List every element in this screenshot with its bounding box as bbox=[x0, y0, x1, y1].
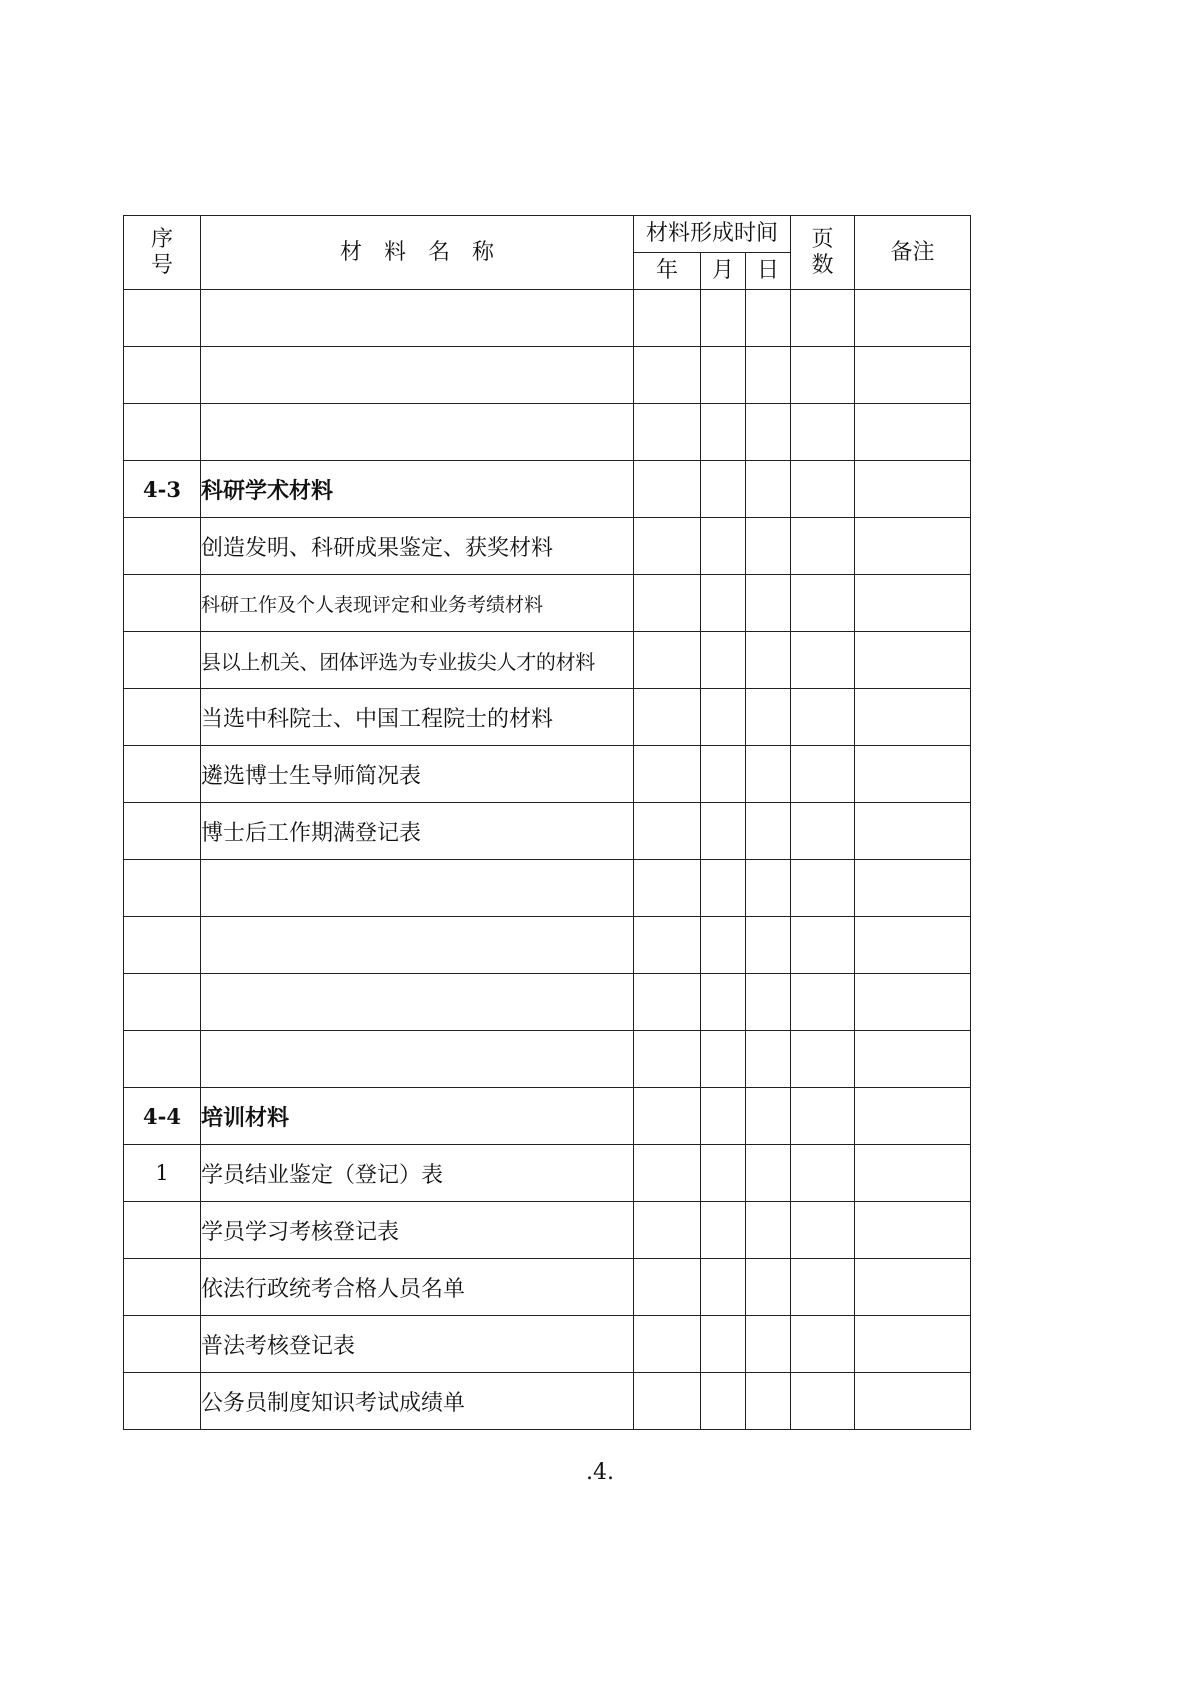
material-name-cell bbox=[201, 290, 634, 347]
header-remarks-label: 备注 bbox=[890, 239, 935, 265]
material-name-cell: 学员学习考核登记表 bbox=[201, 1202, 634, 1259]
remarks-cell bbox=[855, 746, 971, 803]
header-month-label: 月 bbox=[711, 258, 734, 283]
table-row bbox=[124, 632, 971, 689]
month-cell bbox=[701, 1031, 746, 1088]
seq-cell bbox=[124, 290, 201, 347]
year-cell bbox=[634, 803, 701, 860]
year-cell bbox=[634, 917, 701, 974]
table-row bbox=[124, 1031, 971, 1088]
day-cell bbox=[746, 347, 791, 404]
month-cell bbox=[701, 632, 746, 689]
header-formation-time-label: 材料形成时间 bbox=[646, 221, 779, 246]
pages-cell bbox=[791, 1316, 855, 1373]
remarks-cell bbox=[855, 404, 971, 461]
day-cell bbox=[746, 1373, 791, 1430]
remarks-cell bbox=[855, 803, 971, 860]
header-year bbox=[634, 253, 701, 290]
year-cell bbox=[634, 1031, 701, 1088]
pages-cell bbox=[791, 1088, 855, 1145]
day-cell bbox=[746, 1031, 791, 1088]
seq-cell bbox=[124, 1202, 201, 1259]
table-row bbox=[124, 1088, 971, 1145]
day-cell bbox=[746, 1088, 791, 1145]
month-cell bbox=[701, 347, 746, 404]
day-cell bbox=[746, 974, 791, 1031]
material-name-cell bbox=[201, 404, 634, 461]
seq-cell: 1 bbox=[124, 1145, 201, 1202]
material-name-cell: 当选中科院士、中国工程院士的材料 bbox=[201, 689, 634, 746]
seq-cell bbox=[124, 974, 201, 1031]
table-row bbox=[124, 746, 971, 803]
month-cell bbox=[701, 461, 746, 518]
seq-cell bbox=[124, 689, 201, 746]
table-row bbox=[124, 461, 971, 518]
seq-cell: 4-4 bbox=[124, 1088, 201, 1145]
remarks-cell bbox=[855, 1031, 971, 1088]
header-remarks bbox=[855, 216, 971, 290]
table-row bbox=[124, 1259, 971, 1316]
seq-cell: 4-3 bbox=[124, 461, 201, 518]
year-cell bbox=[634, 1316, 701, 1373]
remarks-cell bbox=[855, 1088, 971, 1145]
header-year-label: 年 bbox=[655, 258, 678, 283]
pages-cell bbox=[791, 290, 855, 347]
remarks-cell bbox=[855, 689, 971, 746]
day-cell bbox=[746, 1202, 791, 1259]
pages-cell bbox=[791, 689, 855, 746]
month-cell bbox=[701, 917, 746, 974]
material-name-cell: 公务员制度知识考试成绩单 bbox=[201, 1373, 634, 1430]
day-cell bbox=[746, 1145, 791, 1202]
day-cell bbox=[746, 290, 791, 347]
remarks-cell bbox=[855, 917, 971, 974]
remarks-cell bbox=[855, 290, 971, 347]
year-cell bbox=[634, 632, 701, 689]
material-name-cell: 科研工作及个人表现评定和业务考绩材料 bbox=[201, 575, 634, 632]
table-row bbox=[124, 689, 971, 746]
seq-cell bbox=[124, 1373, 201, 1430]
month-cell bbox=[701, 974, 746, 1031]
pages-cell bbox=[791, 746, 855, 803]
material-name-cell: 创造发明、科研成果鉴定、获奖材料 bbox=[201, 518, 634, 575]
day-cell bbox=[746, 746, 791, 803]
material-name-cell: 遴选博士生导师简况表 bbox=[201, 746, 634, 803]
remarks-cell bbox=[855, 1145, 971, 1202]
table-row bbox=[124, 1373, 971, 1430]
header-seq-label: 序号 bbox=[151, 226, 174, 278]
remarks-cell bbox=[855, 1202, 971, 1259]
day-cell bbox=[746, 632, 791, 689]
day-cell bbox=[746, 860, 791, 917]
header-pages-label: 页数 bbox=[811, 226, 834, 278]
year-cell bbox=[634, 860, 701, 917]
seq-cell bbox=[124, 518, 201, 575]
remarks-cell bbox=[855, 1259, 971, 1316]
material-name-cell bbox=[201, 917, 634, 974]
table-row bbox=[124, 1316, 971, 1373]
year-cell bbox=[634, 347, 701, 404]
seq-cell bbox=[124, 1031, 201, 1088]
month-cell bbox=[701, 518, 746, 575]
remarks-cell bbox=[855, 860, 971, 917]
table-row bbox=[124, 575, 971, 632]
month-cell bbox=[701, 575, 746, 632]
pages-cell bbox=[791, 632, 855, 689]
seq-cell bbox=[124, 632, 201, 689]
day-cell bbox=[746, 404, 791, 461]
year-cell bbox=[634, 1088, 701, 1145]
material-name-cell bbox=[201, 860, 634, 917]
year-cell bbox=[634, 1145, 701, 1202]
month-cell bbox=[701, 803, 746, 860]
year-cell bbox=[634, 575, 701, 632]
material-name-cell: 学员结业鉴定（登记）表 bbox=[201, 1145, 634, 1202]
header-material-name bbox=[201, 216, 634, 290]
table-row bbox=[124, 1202, 971, 1259]
material-name-cell bbox=[201, 1031, 634, 1088]
month-cell bbox=[701, 1373, 746, 1430]
pages-cell bbox=[791, 917, 855, 974]
material-name-cell: 县以上机关、团体评选为专业拔尖人才的材料 bbox=[201, 632, 634, 689]
day-cell bbox=[746, 917, 791, 974]
year-cell bbox=[634, 1373, 701, 1430]
day-cell bbox=[746, 518, 791, 575]
material-name-cell: 依法行政统考合格人员名单 bbox=[201, 1259, 634, 1316]
month-cell bbox=[701, 689, 746, 746]
pages-cell bbox=[791, 860, 855, 917]
pages-cell bbox=[791, 518, 855, 575]
seq-cell bbox=[124, 917, 201, 974]
day-cell bbox=[746, 803, 791, 860]
day-cell bbox=[746, 461, 791, 518]
month-cell bbox=[701, 1316, 746, 1373]
seq-cell bbox=[124, 347, 201, 404]
day-cell bbox=[746, 689, 791, 746]
seq-cell bbox=[124, 1259, 201, 1316]
remarks-cell bbox=[855, 461, 971, 518]
header-seq bbox=[124, 216, 201, 290]
month-cell bbox=[701, 1259, 746, 1316]
seq-cell bbox=[124, 404, 201, 461]
seq-cell bbox=[124, 1316, 201, 1373]
pages-cell bbox=[791, 1259, 855, 1316]
pages-cell bbox=[791, 347, 855, 404]
seq-cell bbox=[124, 575, 201, 632]
remarks-cell bbox=[855, 632, 971, 689]
table-row bbox=[124, 347, 971, 404]
material-name-cell: 博士后工作期满登记表 bbox=[201, 803, 634, 860]
header-month bbox=[701, 253, 746, 290]
day-cell bbox=[746, 575, 791, 632]
month-cell bbox=[701, 1145, 746, 1202]
year-cell bbox=[634, 1259, 701, 1316]
remarks-cell bbox=[855, 518, 971, 575]
pages-cell bbox=[791, 461, 855, 518]
month-cell bbox=[701, 1088, 746, 1145]
year-cell bbox=[634, 518, 701, 575]
month-cell bbox=[701, 404, 746, 461]
table-row bbox=[124, 518, 971, 575]
year-cell bbox=[634, 1202, 701, 1259]
material-name-cell bbox=[201, 347, 634, 404]
seq-cell bbox=[124, 746, 201, 803]
pages-cell bbox=[791, 404, 855, 461]
material-name-cell: 普法考核登记表 bbox=[201, 1316, 634, 1373]
pages-cell bbox=[791, 1373, 855, 1430]
month-cell bbox=[701, 860, 746, 917]
remarks-cell bbox=[855, 1373, 971, 1430]
remarks-cell bbox=[855, 974, 971, 1031]
year-cell bbox=[634, 974, 701, 1031]
month-cell bbox=[701, 1202, 746, 1259]
pages-cell bbox=[791, 575, 855, 632]
remarks-cell bbox=[855, 1316, 971, 1373]
header-formation-time bbox=[634, 216, 791, 253]
header-pages bbox=[791, 216, 855, 290]
day-cell bbox=[746, 1259, 791, 1316]
material-name-cell: 培训材料 bbox=[201, 1088, 634, 1145]
pages-cell bbox=[791, 803, 855, 860]
table-row bbox=[124, 803, 971, 860]
pages-cell bbox=[791, 1031, 855, 1088]
seq-cell bbox=[124, 803, 201, 860]
table-row bbox=[124, 974, 971, 1031]
year-cell bbox=[634, 290, 701, 347]
table-body bbox=[124, 290, 971, 1430]
header-material-name-label: 材料名称 bbox=[339, 239, 516, 265]
material-name-cell bbox=[201, 974, 634, 1031]
month-cell bbox=[701, 746, 746, 803]
header-day bbox=[746, 253, 791, 290]
year-cell bbox=[634, 746, 701, 803]
remarks-cell bbox=[855, 347, 971, 404]
year-cell bbox=[634, 404, 701, 461]
table-row bbox=[124, 1145, 971, 1202]
table-row bbox=[124, 290, 971, 347]
table-row bbox=[124, 860, 971, 917]
remarks-cell bbox=[855, 575, 971, 632]
table-row bbox=[124, 917, 971, 974]
materials-table bbox=[123, 215, 971, 1430]
month-cell bbox=[701, 290, 746, 347]
pages-cell bbox=[791, 1202, 855, 1259]
pages-cell bbox=[791, 974, 855, 1031]
page-number: .4. bbox=[586, 1460, 614, 1485]
header-day-label: 日 bbox=[757, 258, 780, 283]
seq-cell bbox=[124, 860, 201, 917]
table-row bbox=[124, 404, 971, 461]
day-cell bbox=[746, 1316, 791, 1373]
material-name-cell: 科研学术材料 bbox=[201, 461, 634, 518]
year-cell bbox=[634, 689, 701, 746]
pages-cell bbox=[791, 1145, 855, 1202]
year-cell bbox=[634, 461, 701, 518]
